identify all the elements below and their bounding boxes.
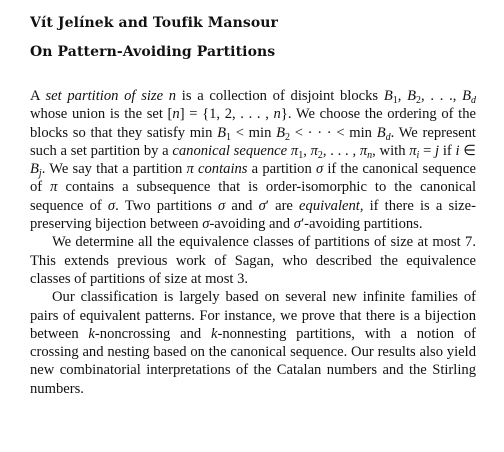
paper-title: On Pattern-Avoiding Partitions	[30, 44, 276, 60]
authors: Vít Jelínek and Toufik Mansour	[30, 15, 279, 31]
abstract-paragraph-1: A set partition of size n is a collection of disjoint blocks $B_1$, $B_2$, . . ., $B_d$ whose union is the set [n] = {1, 2, . . . , n}. We choose the ordering of the blocks so that they satisfy $\min B_1 < \min B_2$ < · · · < $\min B_d$. We represent such a set partition by a canonical sequence $\pi_1$, $\pi_2$, . . . , $\pi_n$, with $\pi_i = j$ if i ∈ $B_j$. We say that a partition π contains a partition σ if the canonical sequence of π contains a subsequence that is order-isomorphic to the canonical sequence of σ. Two partitions σ and σ′ are equivalent, if there is a size-preserving bijection between σ-avoiding and σ′-avoiding partitions.	[30, 88, 477, 233]
abstract	[30, 87, 476, 398]
abstract-paragraph-2: We determine all the equivalence classes of partitions of size at most 7. This extends previous work of Sagan, who described the equivalence classes of partitions of size at most 3.	[30, 234, 476, 287]
abstract-paragraph-3: Our classification is largely based on several new infinite families of pairs of equivalent patterns. For instance, we prove that there is a bijection between k-noncrossing and k-nonnesting partitions, with a notion of crossing and nesting based on the canonical sequence. Our results also yield new combinatorial interpretations of the Catalan numbers and the Stirling numbers.	[30, 289, 476, 397]
paper-page	[30, 14, 476, 398]
